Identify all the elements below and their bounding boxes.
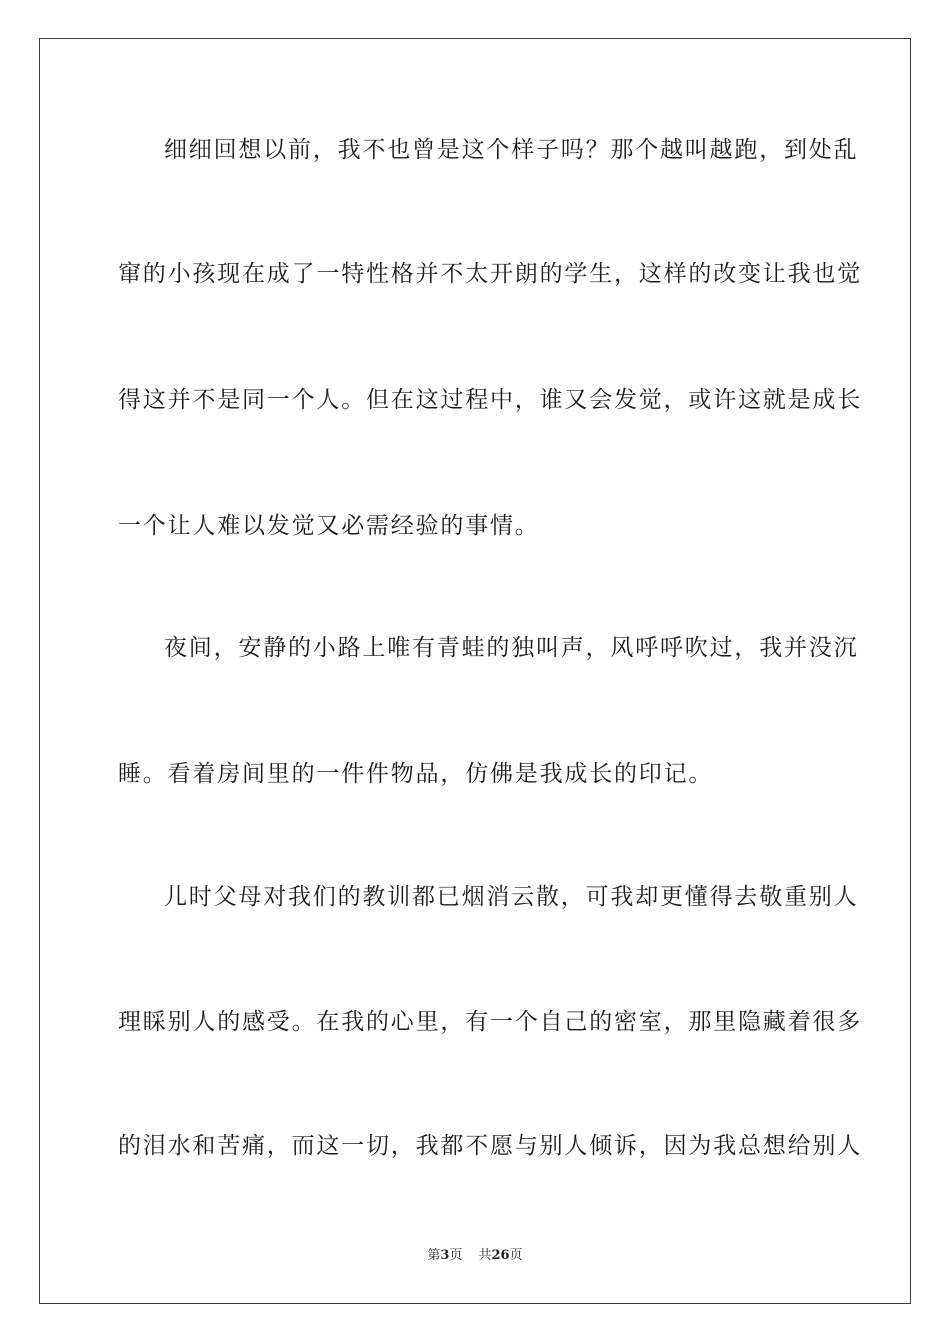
paragraph-line: 理睬别人的感受。在我的心里，有一个自己的密室，那里隐藏着很多 bbox=[118, 1009, 862, 1035]
page-border bbox=[39, 38, 911, 1304]
page-footer bbox=[0, 1247, 950, 1265]
paragraph-line: 儿时父母对我们的教训都已烟消云散，可我却更懂得去敬重别人 bbox=[164, 884, 859, 910]
paragraph-line: 窜的小孩现在成了一特性格并不太开朗的学生，这样的改变让我也觉 bbox=[118, 261, 862, 287]
page-number: 3 bbox=[440, 1248, 450, 1263]
paragraph-line: 一个让人难以发觉又必需经验的事情。 bbox=[118, 513, 540, 539]
paragraph-line: 夜间，安静的小路上唯有青蛙的独叫声，风呼呼吹过，我并没沉 bbox=[164, 635, 859, 661]
page-suffix: 页 bbox=[449, 1248, 463, 1263]
page-prefix: 第 bbox=[427, 1248, 441, 1263]
paragraph-line: 的泪水和苦痛，而这一切，我都不愿与别人倾诉，因为我总想给别人 bbox=[118, 1133, 862, 1159]
paragraph-line: 细细回想以前，我不也曾是这个样子吗？那个越叫越跑，到处乱 bbox=[164, 137, 859, 163]
total-suffix: 页 bbox=[509, 1248, 523, 1263]
paragraph-line: 睡。看着房间里的一件件物品，仿佛是我成长的印记。 bbox=[118, 761, 714, 787]
paragraph-line: 得这并不是同一个人。但在这过程中，谁又会发觉，或许这就是成长 bbox=[118, 387, 862, 413]
total-pages: 26 bbox=[491, 1248, 510, 1263]
total-prefix: 共 bbox=[478, 1248, 492, 1263]
